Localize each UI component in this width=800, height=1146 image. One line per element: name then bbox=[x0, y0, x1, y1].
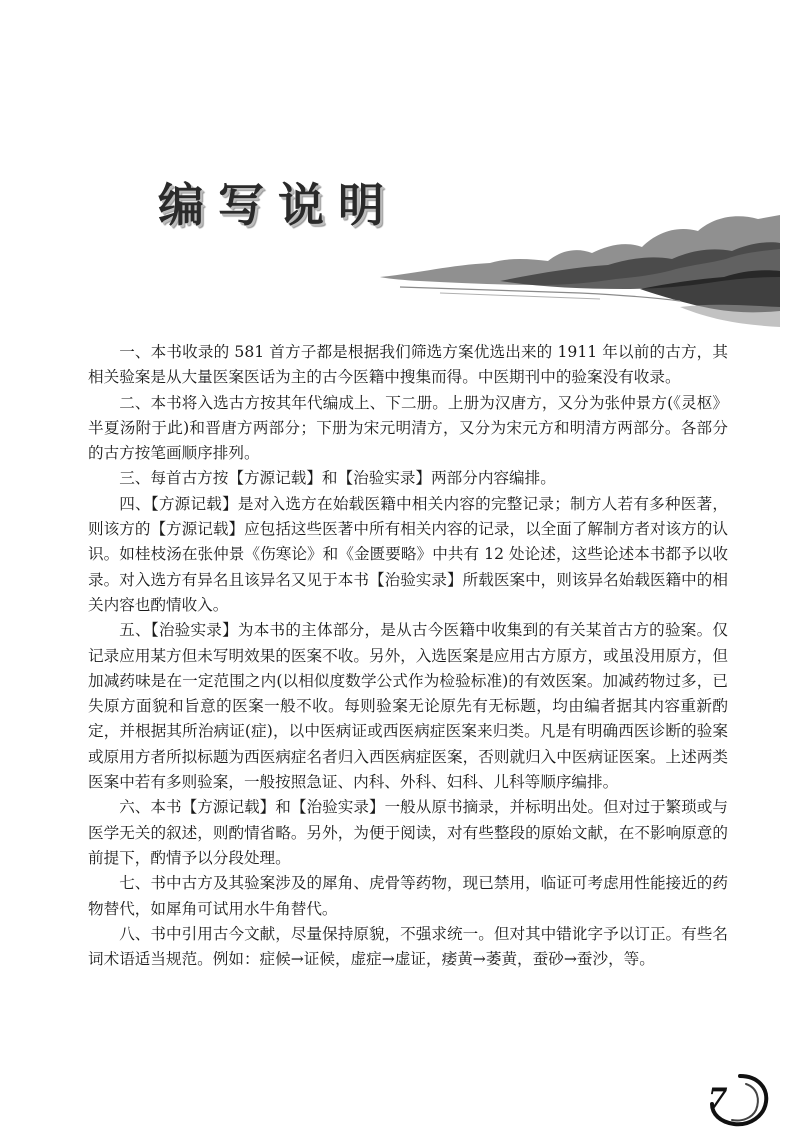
paragraph: 一、本书收录的 581 首方子都是根据我们筛选方案优选出来的 1911 年以前的古方，其相关验案是从大量医案医话为主的古今医籍中搜集而得。中医期刊中的验案没有收录。 bbox=[88, 343, 728, 387]
paragraph: 七、书中古方及其验案涉及的犀角、虎骨等药物，现已禁用，临证可考虑用性能接近的药物替代，如犀角可试用水牛角替代。 bbox=[88, 874, 728, 918]
paragraph: 三、每首古方按【方源记载】和【治验实录】两部分内容编排。 bbox=[119, 469, 556, 488]
paragraph: 八、书中引用古今文献，尽量保持原貌，不强求统一。但对其中错讹字予以订正。有些名词术语适当规范。例如：症候→证候，虚症→虚证，痿黄→萎黄，蚕砂→蚕沙，等。 bbox=[88, 924, 728, 969]
paragraph: 五、【治验实录】为本书的主体部分，是从古今医籍中收集到的有关某首古方的验案。仅记录应用某方但未写明效果的医案不收。另外，入选医案是应用古方原方，或虽没用原方，但加减药味是在一定范围之内(以相似度数学公式作为检验标准)的有效医案。加减药物过多，已失原方面貌和旨意的医案一般不收。每则验案无论原先有无标题，均由编者据其内容重新酌定，并根据其所治病证(症)，以中医病证或西医病症医案来归类。凡是有明确西医诊断的验案或原用方者所拟标题为西医病症名者归入西医病症医案，否则就归入中医病证医案。上述两类医案中若有多则验案，一般按照急证、内科、外科、妇科、儿科等顺序编排。 bbox=[88, 621, 728, 792]
paragraph: 六、本书【方源记载】和【治验实录】一般从原书摘录，并标明出处。但对过于繁琐或与医学无关的叙述，则酌情省略。另外，为便于阅读，对有些整段的原始文献，在不影响原意的前提下，酌情予以分段处理。 bbox=[88, 798, 728, 867]
body-text bbox=[88, 340, 728, 972]
ink-mountain-illustration bbox=[380, 207, 780, 327]
title-banner bbox=[150, 175, 750, 335]
paragraph: 四、【方源记载】是对入选方在始载医籍中相关内容的完整记录；制方人若有多种医著，则该方的【方源记载】应包括这些医著中所有相关内容的记录，以全面了解制方者对该方的认识。如桂枝汤在张仲景《伤寒论》和《金匮要略》中共有 12 处论述，这些论述本书都予以收录。对入选方有异名且该异名又见于本书【治验实录】所载医案中，则该异名始载医籍中的相关内容也酌情收入。 bbox=[88, 494, 728, 614]
page-title: 编写说明 bbox=[158, 178, 398, 232]
page-number-badge bbox=[700, 1070, 770, 1130]
page-number: 7 bbox=[708, 1082, 728, 1115]
paragraph: 二、本书将入选古方按其年代编成上、下二册。上册为汉唐方，又分为张仲景方(《灵枢》半夏汤附于此)和晋唐方两部分；下册为宋元明清方，又分为宋元方和明清方两部分。各部分的古方按笔画顺序排列。 bbox=[88, 393, 728, 463]
